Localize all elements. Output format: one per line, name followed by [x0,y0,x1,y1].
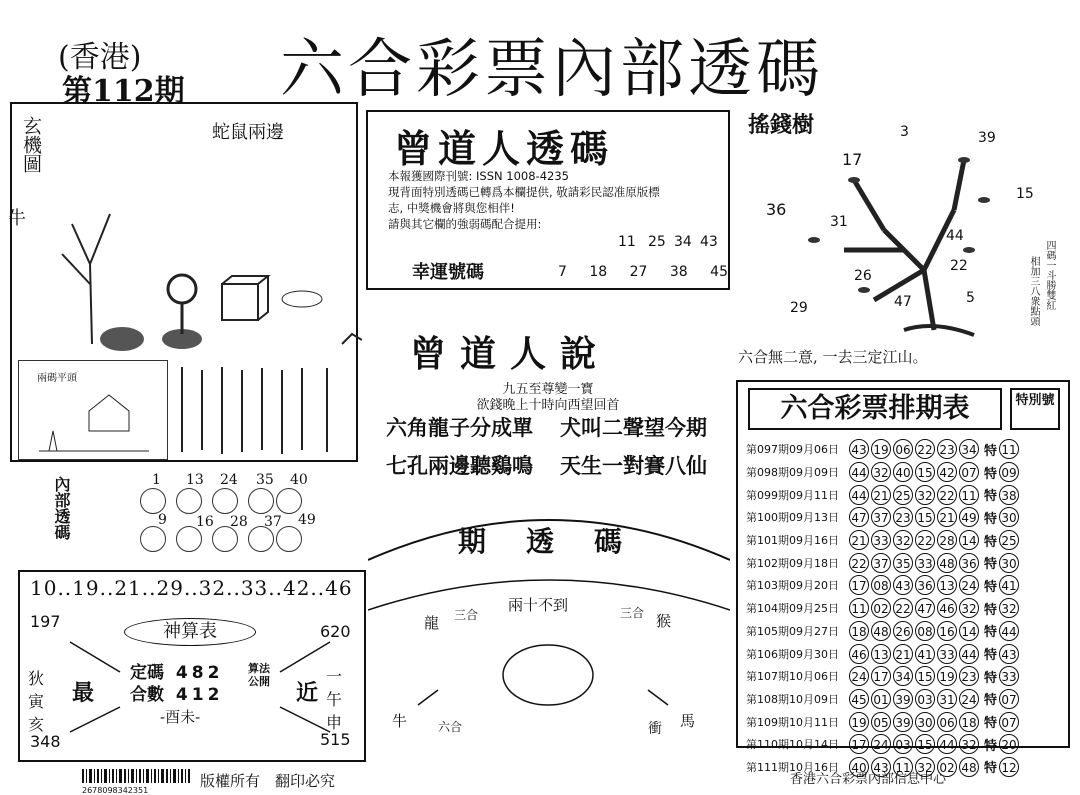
schedule-row [746,483,1066,506]
inner-bottom-num: 9 [158,512,167,528]
tree-num: 3 [900,124,909,140]
special-mark: 特 [984,602,998,618]
schedule-number: 43 [893,575,913,595]
tree-right-text2: 相加三八衆點頭 [1028,256,1039,326]
money-tree-panel [734,100,1070,378]
special-mark: 特 [984,648,998,664]
lucky-row1 [674,234,692,250]
schedule-number: 43 [871,757,891,777]
special-number: 33 [999,666,1019,686]
schedule-number: 22 [849,553,869,573]
calc-left-hand: 狄寅亥 [28,669,45,734]
schedule-number: 15 [915,734,935,754]
zeng-text3: 志, 中獎機會將與您相伴! [388,201,515,215]
poem-2b: 天生一對賽八仙 [560,453,707,478]
schedule-row-label: 第106期09月30日 [746,647,839,661]
lucky-num: 11 [618,234,636,250]
lucky-num: 27 [629,264,648,280]
inner-top-num: 24 [220,472,238,488]
lucky-num: 7 [558,264,567,280]
inner-code-panel [10,462,358,566]
schedule-number: 16 [937,621,957,641]
schedule-number: 08 [871,575,891,595]
schedule-number: 25 [893,485,913,505]
schedule-row-label: 第099期09月11日 [746,488,839,502]
schedule-number: 44 [849,485,869,505]
schedule-number: 44 [849,462,869,482]
poem-2a: 七孔兩邊聽鷄鳴 [386,453,533,478]
schedule-number: 30 [915,712,935,732]
special-number: 32 [999,598,1019,618]
special-label: 特別號 [1010,388,1060,430]
calc-foot: -酉未- [160,708,201,726]
period-code-title: 期透碼 [458,525,663,558]
inner-bottom-num: 49 [298,512,316,528]
schedule-panel [736,380,1070,777]
tree-num: 17 [842,150,863,169]
zeng-text4: 請與其它欄的強弱碼配合提用: [388,217,542,231]
special-number: 09 [999,462,1019,482]
schedule-number: 47 [915,598,935,618]
schedule-number: 32 [915,485,935,505]
tree-num: 31 [830,214,848,230]
calc-numbers: 10..19..21..29..32..33..42..46 [30,576,353,600]
schedule-number: 35 [893,553,913,573]
schedule-number: 15 [915,462,935,482]
tree-num: 5 [966,290,975,306]
special-number: 25 [999,530,1019,550]
schedule-title: 六合彩票排期表 [748,388,1002,430]
schedule-number: 18 [849,621,869,641]
schedule-row [746,642,1066,665]
lucky-num: 43 [700,234,718,250]
zeng-say-panel [370,290,726,510]
schedule-number: 03 [915,689,935,709]
schedule-number: 15 [915,507,935,527]
schedule-number: 02 [871,598,891,618]
inset-caption: 兩碼平頭 [37,373,77,384]
inner-top-num: 40 [290,472,308,488]
schedule-number: 24 [959,575,979,595]
schedule-number: 14 [959,530,979,550]
lucky-num: 38 [669,264,688,280]
calc-line2-label: 合數 [130,685,164,705]
calc-line1-label: 定碼 [130,663,164,683]
schedule-number: 21 [849,530,869,550]
special-number: 30 [999,507,1019,527]
schedule-number: 22 [937,485,957,505]
special-number: 43 [999,644,1019,664]
schedule-number: 19 [937,666,957,686]
special-number: 07 [999,712,1019,732]
schedule-number: 11 [959,485,979,505]
schedule-row [746,710,1066,733]
period-bottom-six: 六合 [438,720,463,734]
schedule-number: 23 [893,507,913,527]
schedule-number: 48 [871,621,891,641]
special-mark: 特 [984,511,998,527]
mystery-caption: 蛇鼠兩邊 [212,122,284,143]
calc-bl: 348 [30,732,61,751]
zeng-say-line2: 欲錢晚上十時向西望回首 [476,398,620,413]
schedule-number: 46 [937,598,957,618]
schedule-number: 43 [849,439,869,459]
zeng-code-panel [366,110,730,290]
schedule-number: 26 [893,621,913,641]
schedule-number: 49 [959,507,979,527]
schedule-number: 33 [915,553,935,573]
schedule-number: 17 [849,734,869,754]
special-mark: 特 [984,489,998,505]
issue-label: 第112期 [62,74,185,109]
tree-right-text1: 四碼一斗勝雙紅 [1044,240,1055,310]
lucky-row1 [648,234,666,250]
inner-top-num: 35 [256,472,274,488]
copyright: 版權所有 翻印必究 [200,772,336,790]
schedule-number: 40 [849,757,869,777]
money-tree-title: 搖錢樹 [748,112,815,138]
schedule-row-label: 第101期09月16日 [746,534,839,548]
schedule-number: 32 [915,757,935,777]
tree-num: 47 [894,294,912,310]
schedule-number: 41 [915,644,935,664]
schedule-number: 23 [959,666,979,686]
special-number: 11 [999,439,1019,459]
schedule-row-label: 第102期09月18日 [746,556,839,570]
schedule-row [746,529,1066,552]
tree-num: 26 [854,268,872,284]
schedule-number: 24 [871,734,891,754]
schedule-number: 21 [937,507,957,527]
schedule-number: 22 [893,598,913,618]
tree-num: 44 [946,228,964,244]
schedule-number: 42 [937,462,957,482]
special-mark: 特 [984,761,998,777]
mystery-drawing [32,144,362,354]
inner-bottom-num: 16 [196,514,214,530]
inner-bottom-num: 28 [230,514,248,530]
schedule-row-label: 第107期10月06日 [746,670,839,684]
schedule-number: 24 [849,666,869,686]
lucky-label: 幸運號碼 [412,262,484,283]
special-mark: 特 [984,625,998,641]
schedule-row-label: 第105期09月27日 [746,624,839,638]
calc-line2-val: 412 [175,685,224,705]
schedule-number: 21 [871,485,891,505]
calc-right-hand: 一午申 [326,667,343,732]
calc-arrows [60,632,340,752]
schedule-number: 37 [871,553,891,573]
schedule-number: 32 [959,598,979,618]
calc-tl: 197 [30,612,61,631]
schedule-row [746,620,1066,643]
special-number: 38 [999,485,1019,505]
lucky-num: 45 [710,264,728,280]
schedule-number: 17 [871,666,891,686]
schedule-number: 01 [871,689,891,709]
zeng-say-title: 曾道人說 [410,333,611,375]
schedule-number: 17 [849,575,869,595]
calc-br: 515 [320,730,351,749]
schedule-number: 31 [937,689,957,709]
period-bottom-horse: 馬 [680,712,696,730]
special-number: 41 [999,575,1019,595]
calc-title: 神算表 [124,618,256,646]
barcode-number: 2678098342351 [82,786,149,795]
special-mark: 特 [984,534,998,550]
schedule-number: 34 [959,439,979,459]
schedule-number: 03 [893,734,913,754]
calc-line1-val: 482 [175,663,224,683]
schedule-number: 45 [849,689,869,709]
period-right-animal: 猴 [656,612,672,630]
schedule-row [746,733,1066,756]
special-mark: 特 [984,670,998,686]
special-number: 20 [999,734,1019,754]
lucky-row1 [618,234,636,250]
calc-panel [18,570,366,762]
schedule-number: 07 [959,462,979,482]
zeng-code-title: 曾道人透碼 [394,126,615,171]
tree-num: 22 [950,258,968,274]
special-mark: 特 [984,738,998,754]
tree-num: 36 [766,200,787,219]
tree-num: 15 [1016,186,1034,202]
schedule-number: 18 [959,712,979,732]
schedule-row [746,551,1066,574]
schedule-number: 24 [959,689,979,709]
period-three-right: 三合 [620,606,645,620]
schedule-number: 11 [849,598,869,618]
special-mark: 特 [984,579,998,595]
schedule-number: 34 [893,666,913,686]
schedule-number: 15 [915,666,935,686]
special-number: 44 [999,621,1019,641]
calc-tr: 620 [320,622,351,641]
special-mark: 特 [984,466,998,482]
schedule-row-label: 第103期09月20日 [746,579,839,593]
schedule-row [746,597,1066,620]
schedule-number: 22 [915,439,935,459]
period-top: 兩十不到 [508,596,569,614]
schedule-number: 06 [937,712,957,732]
schedule-table [746,438,1066,778]
schedule-number: 13 [871,644,891,664]
zeng-text1: 本報獲國際刊號: ISSN 1008-4235 [388,169,569,183]
region-label: (香港) [58,40,142,75]
period-code-panel [368,500,730,765]
schedule-number: 39 [893,689,913,709]
schedule-number: 33 [937,644,957,664]
mystery-title: 玄機圖 [20,116,42,173]
period-three-left: 三合 [454,608,479,622]
special-number: 30 [999,553,1019,573]
special-mark: 特 [984,557,998,573]
calc-right-char: 近 [296,680,319,706]
schedule-number: 48 [937,553,957,573]
special-mark: 特 [984,443,998,459]
schedule-row [746,438,1066,461]
tree-num: 39 [978,130,996,146]
zeng-text2: 現背面特別透碼已轉爲本欄提供, 敬請彩民認准原版標 [388,185,660,199]
schedule-row-label: 第110期10月14日 [746,738,839,752]
schedule-number: 19 [871,439,891,459]
calc-left-char: 最 [72,680,95,706]
schedule-number: 05 [871,712,891,732]
schedule-number: 47 [849,507,869,527]
schedule-number: 32 [893,530,913,550]
schedule-number: 36 [959,553,979,573]
schedule-number: 11 [893,757,913,777]
schedule-row-label: 第111期10月16日 [746,760,839,774]
schedule-number: 32 [871,462,891,482]
schedule-number: 46 [849,644,869,664]
schedule-row-label: 第104期09月25日 [746,602,839,616]
schedule-row-label: 第097期09月06日 [746,443,839,457]
schedule-row [746,665,1066,688]
schedule-number: 19 [849,712,869,732]
schedule-number: 39 [893,712,913,732]
schedule-number: 33 [871,530,891,550]
schedule-row-label: 第098期09月09日 [746,466,839,480]
schedule-row [746,574,1066,597]
schedule-number: 06 [893,439,913,459]
schedule-row [746,506,1066,529]
schedule-row [746,688,1066,711]
mystery-panel [10,102,358,462]
schedule-number: 08 [915,621,935,641]
inner-bottom-num: 37 [264,514,282,530]
schedule-number: 48 [959,757,979,777]
special-number: 12 [999,757,1019,777]
lucky-num: 18 [589,264,608,280]
schedule-row-label: 第100期09月13日 [746,511,839,525]
period-left-animal: 龍 [424,614,440,632]
info-center: 香港六合彩票內部信息中心 [790,772,947,787]
special-mark: 特 [984,716,998,732]
period-bottom-left: 牛 [392,712,408,730]
calc-method: 算法公開 [248,662,270,688]
schedule-number: 44 [937,734,957,754]
schedule-row-label: 第109期10月11日 [746,715,839,729]
schedule-row [746,461,1066,484]
schedule-number: 36 [915,575,935,595]
schedule-number: 44 [959,644,979,664]
side-char: 牛 [8,208,26,229]
zeng-say-line1: 九五至尊變一寶 [502,382,594,397]
schedule-number: 23 [937,439,957,459]
schedule-row-label: 第108期10月09日 [746,692,839,706]
lucky-num: 34 [674,234,692,250]
special-mark: 特 [984,693,998,709]
schedule-number: 14 [959,621,979,641]
special-number: 07 [999,689,1019,709]
period-bottom-right: 衝 [648,721,662,737]
schedule-number: 02 [937,757,957,777]
schedule-number: 13 [937,575,957,595]
barcode [82,768,190,795]
schedule-number: 40 [893,462,913,482]
lucky-row1 [700,234,718,250]
inner-top-num: 13 [186,472,204,488]
scribble-columns [172,362,352,458]
schedule-number: 21 [893,644,913,664]
lucky-num: 25 [648,234,666,250]
page-title: 六合彩票內部透碼 [280,33,824,107]
schedule-number: 22 [915,530,935,550]
tree-num: 29 [790,300,808,316]
poem-1a: 六角龍子分成單 [386,415,533,440]
inner-code-label: 內部透碼 [52,476,71,540]
schedule-number: 28 [937,530,957,550]
schedule-number: 32 [959,734,979,754]
inset-picture [18,360,168,460]
tree-bottom-text: 六合無二意, 一去三定江山。 [738,348,928,366]
inner-top-num: 1 [152,472,161,488]
lucky-row2 [558,264,728,280]
poem-1b: 犬叫二聲望今期 [560,415,707,440]
schedule-number: 37 [871,507,891,527]
